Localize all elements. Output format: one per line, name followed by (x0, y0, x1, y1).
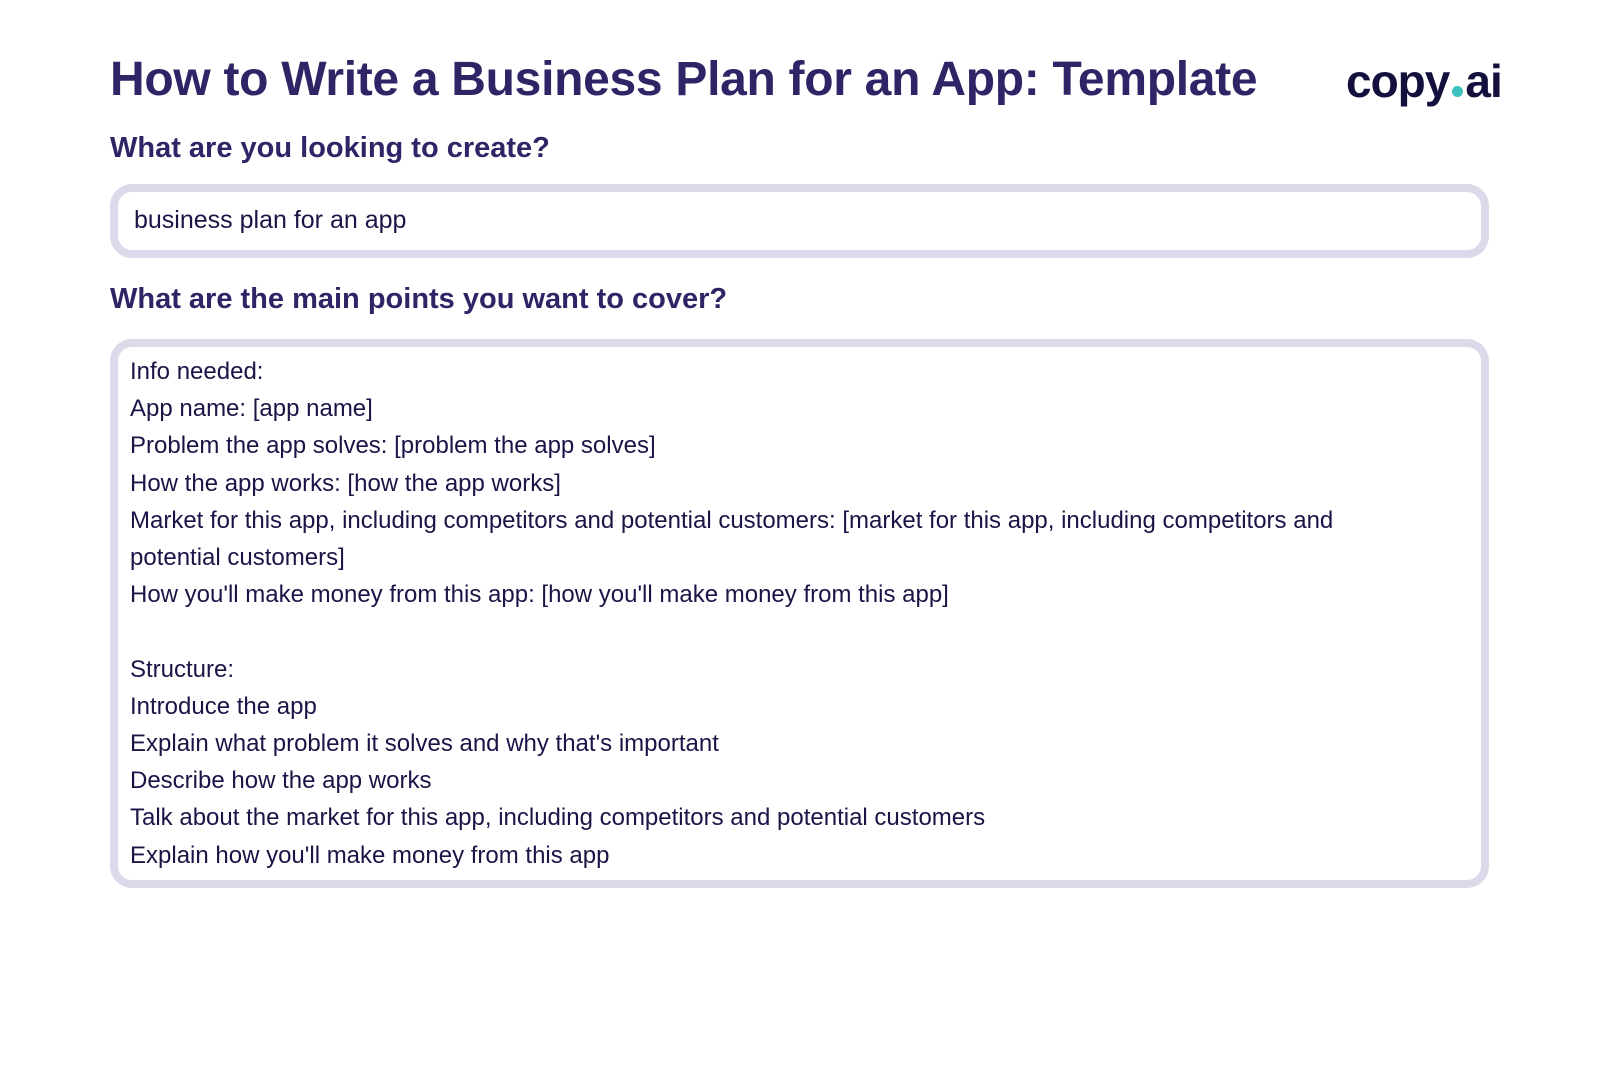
points-line: Info needed: (130, 358, 264, 385)
points-line: Problem the app solves: [problem the app solves] (130, 432, 656, 460)
create-input[interactable] (110, 184, 1489, 258)
points-line: Market for this app, including competitors and potential customers: [market for this app, including competitors and (130, 506, 1334, 534)
points-line: Explain how you'll make money from this app (130, 841, 610, 869)
points-textarea[interactable] (110, 339, 1489, 888)
points-line: App name: [app name] (130, 395, 373, 423)
points-line: potential customers] (130, 544, 345, 572)
points-line-blank (130, 613, 1461, 650)
page-title: How to Write a Business Plan for an App: Template (110, 53, 1258, 106)
points-line: Talk about the market for this app, including competitors and potential customers (130, 804, 986, 832)
points-line: How the app works: [how the app works] (130, 469, 561, 497)
create-input-value: business plan for an app (134, 206, 407, 234)
points-label: What are the main points you want to cover? (110, 283, 728, 315)
create-label: What are you looking to create? (110, 132, 550, 164)
logo-text-right: ai (1465, 55, 1502, 107)
copy-ai-logo (1346, 54, 1502, 108)
points-line: How you'll make money from this app: [how you'll make money from this app] (130, 581, 949, 609)
points-line: Explain what problem it solves and why that's important (130, 730, 719, 758)
logo-text-left: copy (1346, 55, 1450, 107)
points-content (130, 353, 1461, 874)
points-line: Describe how the app works (130, 767, 432, 795)
points-line: Introduce the app (130, 692, 317, 720)
logo-dot-icon (1452, 86, 1463, 97)
points-line: Structure: (130, 655, 235, 683)
